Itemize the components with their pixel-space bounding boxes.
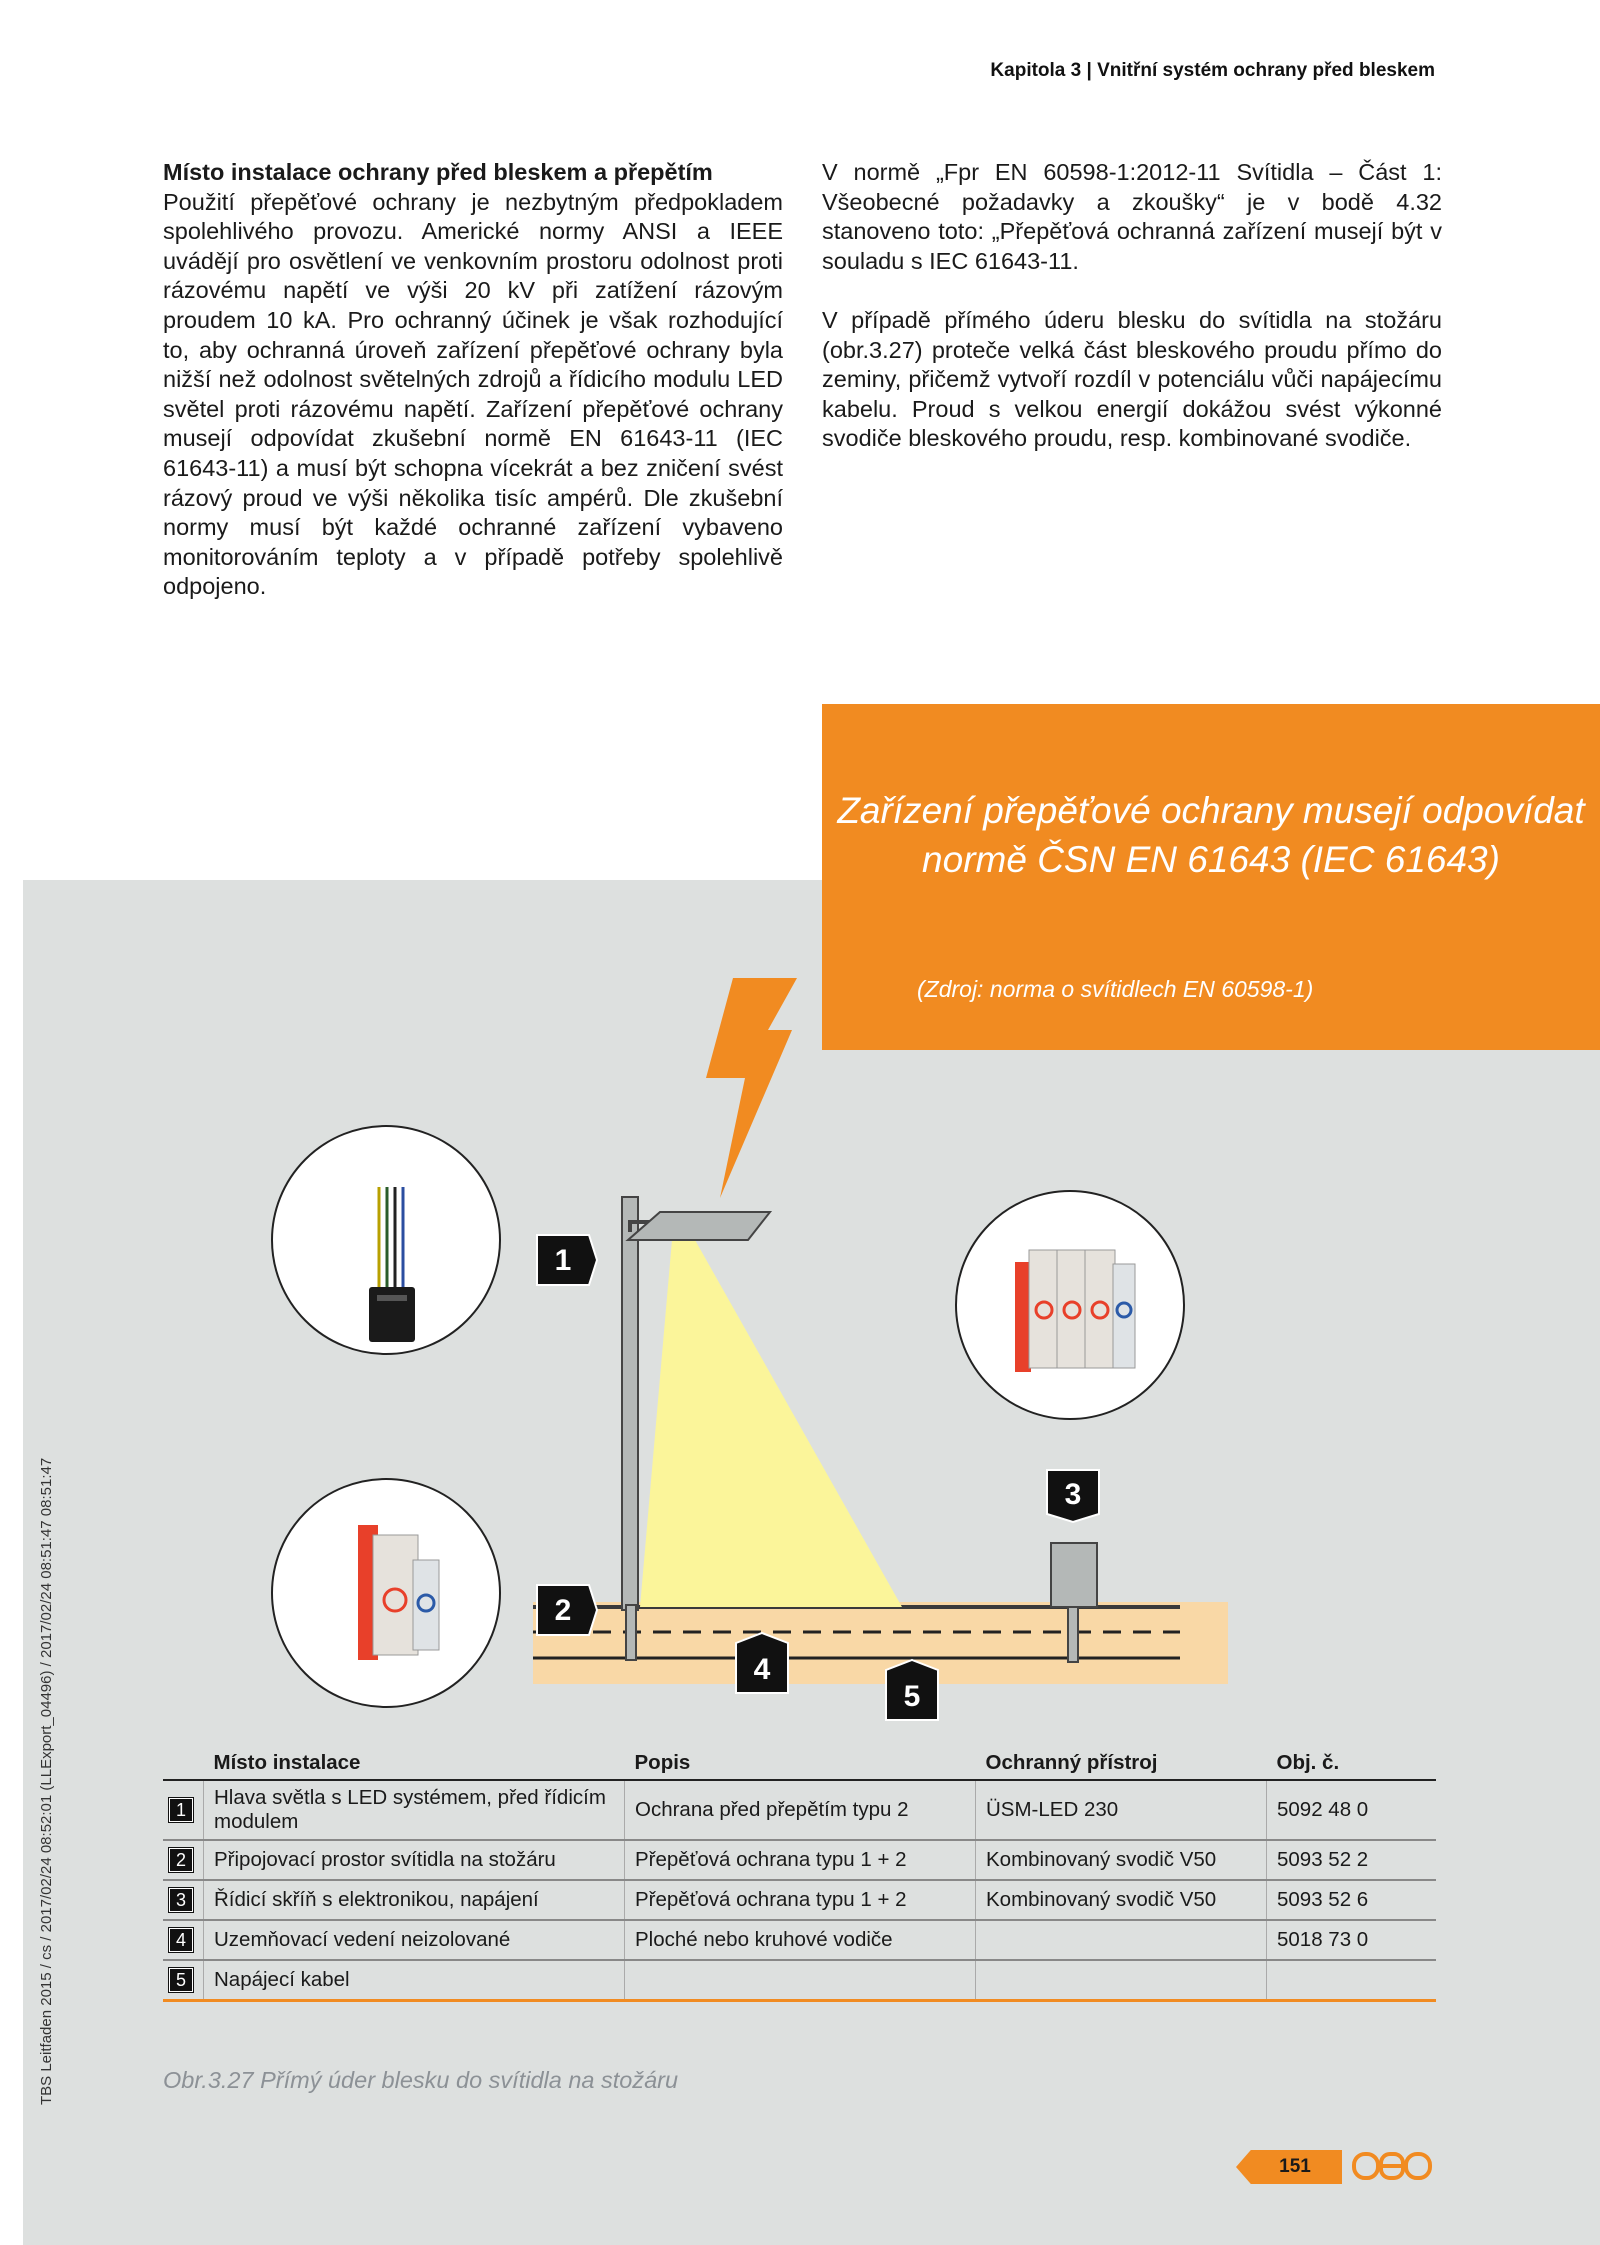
callout-source: (Zdroj: norma o svítidlech EN 60598-1) — [917, 976, 1314, 1002]
marker-5-label: 5 — [903, 1680, 921, 1713]
luminaire-head — [628, 1212, 770, 1240]
table-header-desc: Popis — [625, 1745, 976, 1780]
cell-desc: Ploché nebo kruhové vodiče — [625, 1920, 976, 1960]
cell-order: 5093 52 2 — [1267, 1840, 1437, 1880]
callout-quote: Zařízení přepěťové ochrany musejí odpovídat normě ČSN EN 61643 (IEC 61643) — [837, 790, 1585, 880]
table-row — [163, 1960, 1436, 2000]
figure-caption: Obr.3.27 Přímý úder blesku do svítidla na stožáru — [163, 2067, 679, 2093]
marker-2 — [537, 1585, 597, 1635]
table-header-place: Místo instalace — [204, 1745, 625, 1780]
chapter-header: Kapitola 3 | Vnitřní systém ochrany před bleskem — [990, 60, 1435, 81]
cabinet-foundation — [1068, 1607, 1078, 1662]
table-row — [163, 1880, 1436, 1920]
cell-desc: Přepěťová ochrana typu 1 + 2 — [625, 1880, 976, 1920]
cell-device — [976, 1960, 1267, 2000]
obo-logo — [1352, 2148, 1434, 2184]
marker-4 — [736, 1633, 788, 1693]
section-heading: Místo instalace ochrany před bleskem a přepětím — [163, 159, 713, 185]
pole-foundation — [626, 1605, 636, 1660]
cell-desc: Přepěťová ochrana typu 1 + 2 — [625, 1840, 976, 1880]
right-paragraph-1: V normě „Fpr EN 60598-1:2012-11 Svítidla – Část 1: Všeobecné požadavky a zkoušky“ je v bodě 4.32 stanoveno toto: „Přepěťová ochranná zařízení musejí být v souladu s IEC 61643-11. — [822, 159, 1442, 274]
v50-arrester-image — [273, 1480, 499, 1706]
side-print-info: TBS Leitfaden 2015 / cs / 2017/02/24 08:52:01 (LLExport_04496) / 2017/02/24 08:51:47 08:51:47 — [38, 1457, 55, 2105]
cell-desc: Ochrana před přepětím typu 2 — [625, 1780, 976, 1840]
cell-order: 5092 48 0 — [1267, 1780, 1437, 1840]
cell-place: Připojovací prostor svítidla na stožáru — [204, 1840, 625, 1880]
product-circle-led-module — [271, 1125, 501, 1355]
light-pole — [622, 1197, 638, 1610]
table-row — [163, 1780, 1436, 1840]
cell-device: Kombinovaný svodič V50 — [976, 1880, 1267, 1920]
table-header-num — [163, 1745, 204, 1780]
table-row — [163, 1920, 1436, 1960]
table-header-order: Obj. č. — [1267, 1745, 1437, 1780]
light-cone — [640, 1240, 902, 1607]
lightning-diagram — [0, 960, 1600, 1740]
ground-area — [533, 1602, 1228, 1684]
right-paragraph-2: V případě přímého úderu blesku do svítidla na stožáru (obr.3.27) proteče velká část bleskového proudu přímo do zeminy, přičemž vytvoří rozdíl v potenciálu vůči napájecímu kabelu. Proud s velkou energií dokážou svést výkonné svodiče bleskového proudu, resp. kombinované svodiče. — [822, 306, 1442, 452]
marker-5 — [886, 1660, 938, 1720]
row-number: 5 — [169, 1968, 193, 1992]
installation-table — [163, 1745, 1436, 2002]
product-circle-combined-arrester-2 — [955, 1190, 1185, 1420]
right-column — [822, 158, 1442, 484]
led-surge-module-image — [273, 1127, 499, 1353]
control-cabinet — [1051, 1543, 1097, 1607]
marker-4-label: 4 — [753, 1653, 771, 1686]
marker-1-label: 1 — [554, 1244, 572, 1277]
cell-place: Uzemňovací vedení neizolované — [204, 1920, 625, 1960]
cell-place: Řídicí skříň s elektronikou, napájení — [204, 1880, 625, 1920]
product-circle-combined-arrester-1 — [271, 1478, 501, 1708]
marker-2-label: 2 — [554, 1594, 572, 1627]
cell-order: 5093 52 6 — [1267, 1880, 1437, 1920]
table-header-device: Ochranný přístroj — [976, 1745, 1267, 1780]
lightning-bolt-icon — [706, 978, 797, 1198]
cell-device: Kombinovaný svodič V50 — [976, 1840, 1267, 1880]
marker-3-label: 3 — [1064, 1478, 1082, 1511]
cell-device: ÜSM-LED 230 — [976, 1780, 1267, 1840]
cell-order: 5018 73 0 — [1267, 1920, 1437, 1960]
cell-place: Hlava světla s LED systémem, před řídicím modulem — [204, 1780, 625, 1840]
v50-arrester-4pole-image — [957, 1192, 1183, 1418]
page-number: 151 — [1279, 2156, 1311, 2177]
left-column — [163, 158, 783, 632]
row-number: 1 — [169, 1798, 193, 1822]
row-number: 2 — [169, 1848, 193, 1872]
cell-order — [1267, 1960, 1437, 2000]
table-row — [163, 1840, 1436, 1880]
cell-desc — [625, 1960, 976, 2000]
left-body-text: Použití přepěťové ochrany je nezbytným předpokladem spolehlivého provozu. Americké normy ANSI a IEEE uvádějí pro osvětlení ve venkovním prostoru odolnost proti rázovému napětí ve výši 20 kV při zatížení rázovým proudem 10 kA. Pro ochranný účinek je však rozhodující to, aby ochranná úroveň zařízení přepěťové ochrany byla nižší než odolnost světelných zdrojů a řídicího modulu LED světel proti rázovému napětí. Zařízení přepěťové ochrany musejí odpovídat zkušební normě EN 61643-11 (IEC 61643-11) a musí být schopna vícekrát a bez zničení svést rázový proud ve výši několika tisíc ampérů. Dle zkušební normy musí být každé ochranné zařízení vybaveno monitorováním teploty a v případě potřeby spolehlivě odpojeno. — [163, 188, 783, 600]
row-number: 3 — [169, 1888, 193, 1912]
cell-place: Napájecí kabel — [204, 1960, 625, 2000]
cell-device — [976, 1920, 1267, 1960]
marker-3 — [1047, 1470, 1099, 1522]
row-number: 4 — [169, 1928, 193, 1952]
marker-1 — [537, 1235, 597, 1285]
